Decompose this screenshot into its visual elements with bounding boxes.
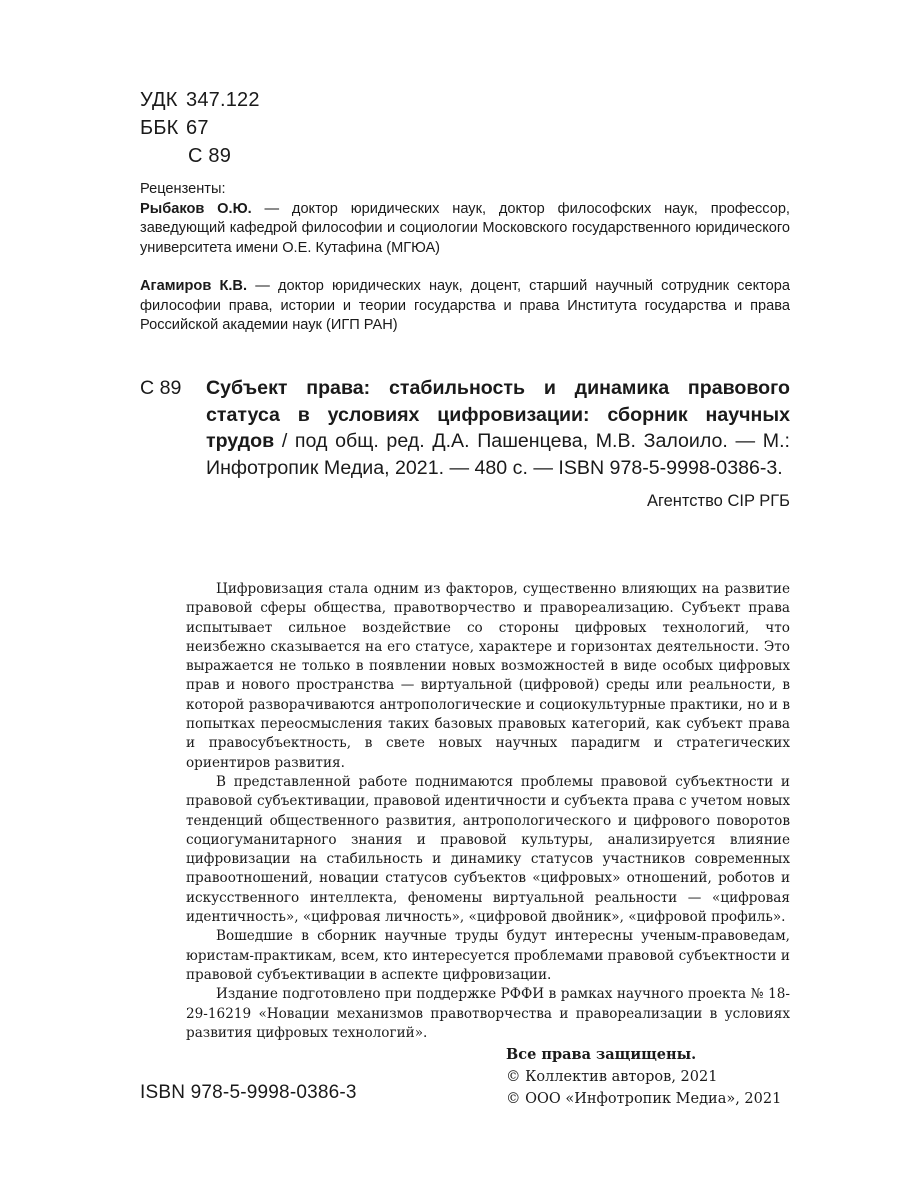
card-agency: Агентство CIP РГБ: [646, 492, 790, 510]
card-code: С 89: [140, 377, 182, 399]
annotation-paragraph-2: В представленной работе поднимаются проблемы правовой субъектности и правовой субъективации, правовой идентичности и субъекта права с учетом новых тенденций общественного развития, антропологического и цифрового поворотов социогуманитарного знания и правовой культуры, анализируется влияние цифровизации на стабильность и динамику статусов участников современных правоотношений, новации статусов субъектов «цифровых» отношений, роботов и искусственного интеллекта, феномены виртуальной реальности — «цифровая идентичность», «цифровая личность», «цифровой двойник», «цифровой профиль».: [186, 773, 790, 926]
udk-label: УДК: [140, 89, 178, 111]
annotation: [186, 580, 790, 1043]
catalog-card: [140, 375, 790, 515]
reviewer-1-name: Рыбаков О.Ю.: [140, 200, 252, 217]
copyright-authors: © Коллектив авторов, 2021: [506, 1069, 718, 1085]
reviewer-1: [140, 200, 790, 259]
author-mark-row: [140, 142, 260, 170]
annotation-paragraph-1: Цифровизация стала одним из факторов, существенно влияющих на развитие правовой сферы общества, правотворчество и правореализацию. Субъект права испытывает сильное воздействие со стороны цифровых технологий, что неизбежно сказывается на его статусе, характере и горизонтах деятельности. Это выражается не только в появлении новых возможностей в виде особых цифровых прав и нового пространства — виртуальной (цифровой) среды или реальности, в которой разворачиваются антропологические и социокультурные практики, но и в попытках переосмысления таких базовых правовых категорий, как субъект права и правосубъектность, в свете новых научных парадигм и стратегических ориентиров развития.: [186, 581, 790, 771]
card-rest: / под общ. ред. Д.А. Пашенцева, М.В. Залоило. — М.: Инфотропик Медиа, 2021. — 480 с. — ISBN 978-5-9998-0386-3.: [206, 430, 790, 479]
reviewers-gap: [140, 258, 790, 277]
author-mark: С 89: [188, 145, 232, 167]
rights-reserved: Все права защищены.: [506, 1046, 697, 1063]
reviewer-1-text: — доктор юридических наук, доктор философских наук, профессор, заведующий кафедрой философии и социологии Московского государственного юридического университета имени О.Е. Кутафина (МГЮА): [140, 200, 790, 256]
bbk-label: ББК: [140, 117, 179, 139]
classification-block: [140, 86, 260, 170]
copyright-publisher: © ООО «Инфотропик Медиа», 2021: [506, 1091, 782, 1107]
rights-block: [506, 1044, 781, 1110]
isbn-bottom: ISBN 978-5-9998-0386-3: [140, 1082, 357, 1103]
udk-value: 347.122: [186, 89, 260, 111]
card-entry: [206, 375, 790, 481]
reviewers-heading: Рецензенты:: [140, 181, 226, 197]
reviewer-2-text: — доктор юридических наук, доцент, старший научный сотрудник сектора философии права, истории и теории государства и права Института государства и права Российской академии наук (ИГП РАН): [140, 278, 790, 333]
bbk-row: [140, 114, 260, 142]
reviewer-2-name: Агамиров К.В.: [140, 278, 248, 294]
reviewer-2: [140, 277, 790, 336]
annotation-paragraph-4: Издание подготовлено при поддержке РФФИ в рамках научного проекта № 18-29-16219 «Новации механизмов правотворчества и правореализации в условиях развития цифровых технологий».: [186, 986, 790, 1041]
udk-row: [140, 86, 260, 114]
bbk-value: 67: [186, 117, 209, 139]
annotation-paragraph-3: Вошедшие в сборник научные труды будут интересны ученым-правоведам, юристам-практикам, всем, кто интересуется проблемами правовой субъектности и правовой субъективации в аспекте цифровизации.: [186, 928, 790, 983]
reviewers-block: [140, 180, 790, 336]
card-title: Субъект права: стабильность и динамика правового статуса в условиях цифровизации: сборник научных трудов: [206, 377, 790, 452]
